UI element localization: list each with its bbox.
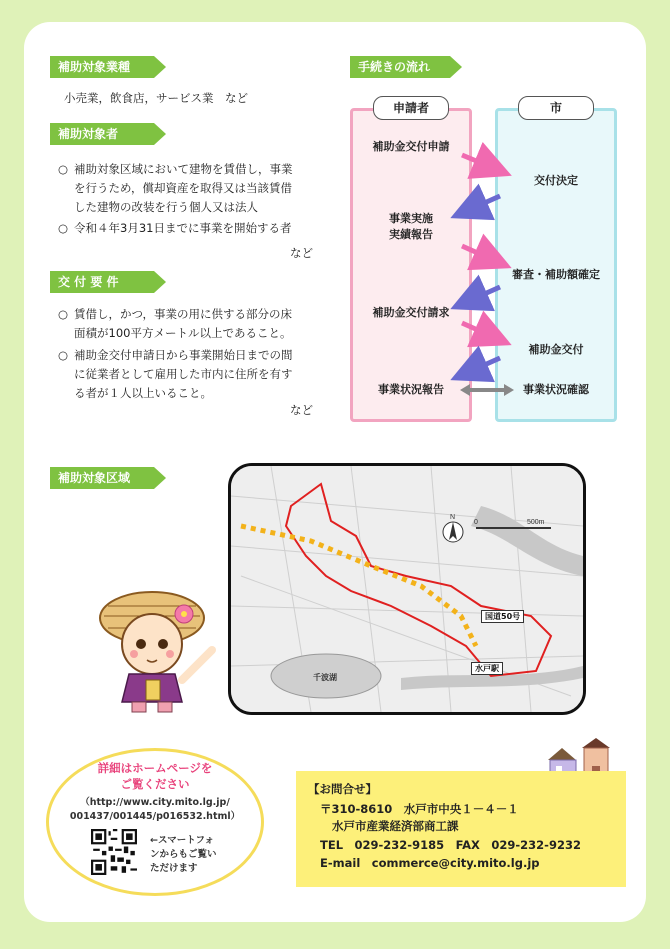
step-apply: 補助金交付申請 xyxy=(372,140,450,153)
lake-label: 千波湖 xyxy=(313,673,337,682)
tag-applicant: 補助対象者 xyxy=(50,123,154,145)
smartphone-note: ←スマートフォ ンからもご覧い ただけます xyxy=(150,835,217,874)
north-label: N xyxy=(450,514,456,521)
map-drawing xyxy=(231,466,583,712)
double-arrow-status xyxy=(460,384,514,396)
requirement-bullet-1: ○ 賃借し，かつ，事業の用に供する部分の床 面積が100平方メートル以上であること。 xyxy=(58,307,293,340)
applicant-column-head: 申請者 xyxy=(373,96,449,120)
requirement-bullet-2: ○ 補助金交付申請日から事業開始日までの間 に従業者として雇用した市内に住所を有す る者が１人以上いること。 xyxy=(58,348,293,400)
arrow-to-applicant-2 xyxy=(464,287,500,303)
industry-text: 小売業，飲食店，サービス業 など xyxy=(64,91,248,105)
qr-code[interactable] xyxy=(91,829,137,875)
scale-zero-label: 0 xyxy=(474,519,478,526)
step-claim: 補助金交付請求 xyxy=(372,306,450,319)
arrow-to-applicant-3 xyxy=(464,358,500,374)
homepage-url[interactable]: （http://www.city.mito.lg.jp/ 001437/001445/p016532.html） xyxy=(69,797,241,822)
arrow-to-city-1 xyxy=(462,155,498,170)
north-arrow xyxy=(443,522,463,542)
contact-box xyxy=(296,771,626,887)
applicant-etc: など xyxy=(290,246,313,260)
contact-phone: TEL 029-232-9185 FAX 029-232-9232 xyxy=(320,838,581,852)
contact-dept: 水戸市産業経済部商工課 xyxy=(332,819,459,833)
arrow-to-city-3 xyxy=(462,323,498,339)
arrow-to-city-2 xyxy=(462,246,498,262)
step-report: 実績報告 xyxy=(389,228,433,241)
homepage-title: 詳細はホームページを ご覧ください xyxy=(97,761,213,791)
route-label: 国道50号 xyxy=(481,610,524,623)
arrow-to-applicant-1 xyxy=(464,196,500,212)
step-status-report: 事業状況報告 xyxy=(378,383,444,396)
tag-requirements: 交 付 要 件 xyxy=(50,271,154,293)
scale-label: 500m xyxy=(527,519,545,526)
city-column-head: 市 xyxy=(518,96,594,120)
contact-address: 〒310-8610 水戸市中央１－４－１ xyxy=(320,802,519,816)
contact-email[interactable]: E-mail commerce@city.mito.lg.jp xyxy=(320,856,540,870)
step-review: 審査・補助額確定 xyxy=(512,268,600,281)
mascot-illustration xyxy=(84,580,230,716)
requirement-etc: など xyxy=(290,403,313,417)
tag-area: 補助対象区域 xyxy=(50,467,154,489)
contact-heading: 【お問合せ】 xyxy=(308,782,377,796)
step-status-check: 事業状況確認 xyxy=(523,383,589,396)
step-payment: 補助金交付 xyxy=(528,343,584,356)
applicant-bullet-1: ○ 補助対象区域において建物を賃借し，事業 を行うため，償却資産を取得又は当該賃借 した建物の改装を行う個人又は法人 xyxy=(58,162,293,214)
applicant-bullet-2: ○ 令和４年3月31日までに事業を開始する者 xyxy=(58,221,292,235)
tag-industry: 補助対象業種 xyxy=(50,56,154,78)
step-implement: 事業実施 xyxy=(389,212,433,225)
station-label: 水戸駅 xyxy=(471,662,503,675)
step-decision: 交付決定 xyxy=(534,174,578,187)
tag-flow: 手続きの流れ xyxy=(350,56,450,78)
area-map xyxy=(228,463,586,715)
